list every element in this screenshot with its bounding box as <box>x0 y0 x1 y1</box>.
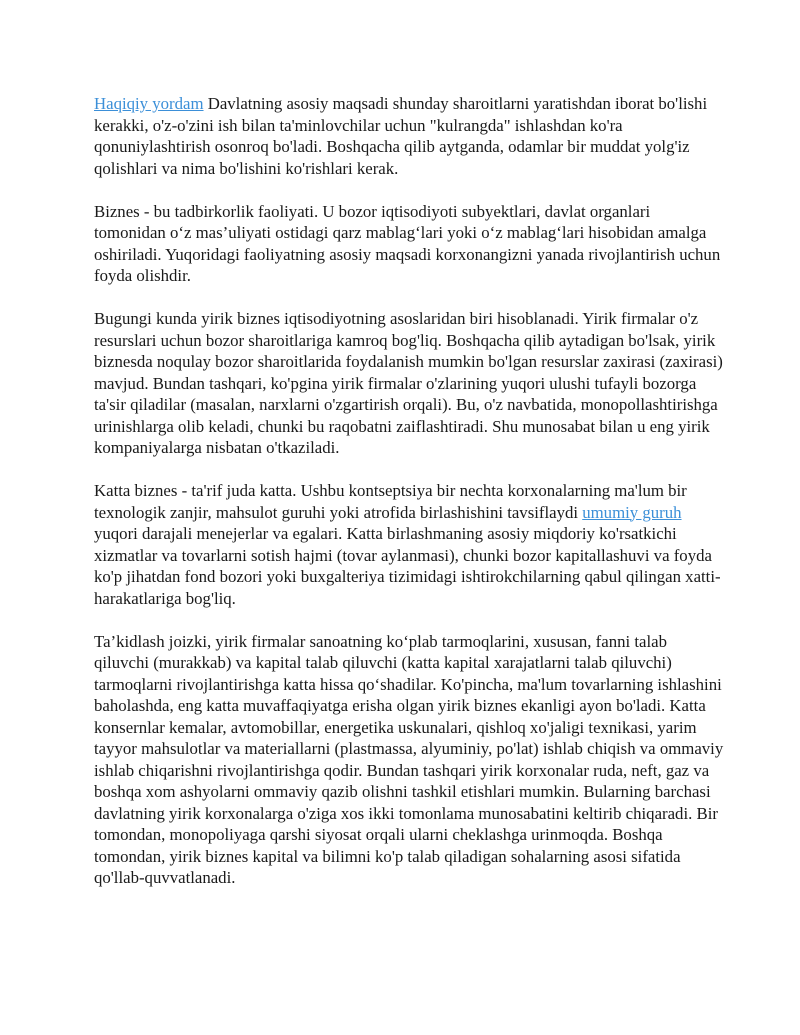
paragraph-1 <box>94 93 724 179</box>
umumiy-guruh-link[interactable]: umumiy guruh <box>582 502 682 522</box>
paragraph-4 <box>94 480 724 609</box>
document-body <box>94 93 724 910</box>
paragraph-2: Biznes - bu tadbirkorlik faoliyati. U bozor iqtisodiyoti subyektlari, davlat organlari tomonidan o‘z mas’uliyati ostidagi qarz mablag‘lari yoki o‘z mablag‘lari hisobidan amalga oshiriladi. Yuqoridagi faoliyatning asosiy maqsadi korxonangizni yanada rivojlantirish uchun foyda olishdir. <box>94 201 721 285</box>
paragraph-1-text: Davlatning asosiy maqsadi shunday sharoitlarni yaratishdan iborat bo'lishi kerakki, o'z-o'zini ish bilan ta'minlovchilar uchun "kulrangda" ishlashdan ko'ra qonuniylashtirish osonroq bo'ladi. Boshqacha qilib aytganda, odamlar bir muddat yolg'iz qolishlari va nima bo'lishini ko'rishlari kerak. <box>94 94 708 178</box>
paragraph-3: Bugungi kunda yirik biznes iqtisodiyotning asoslaridan biri hisoblanadi. Yirik firmalar o'z resurslari uchun bozor sharoitlariga kamroq bog'liq. Boshqacha qilib aytadigan bo'lsak, yirik biznesda noqulay bozor sharoitlarida foydalanish mumkin bo'lgan resurslar zaxirasi (zaxirasi) mavjud. Bundan tashqari, ko'pgina yirik firmalar o'zlarining yuqori ulushi tufayli bozorga ta'sir qiladilar (masalan, narxlarni o'zgartirish orqali). Bu, o'z navbatida, monopollashtirishga urinishlarga olib keladi, chunki bu raqobatni zaiflashtiradi. Shu munosabat bilan u eng yirik kompaniyalarga nisbatan o'tkaziladi. <box>94 309 723 457</box>
haqiqiy-yordam-link[interactable]: Haqiqiy yordam <box>94 94 204 113</box>
paragraph-4-text-after: yuqori darajali menejerlar va egalari. Katta birlashmaning asosiy miqdoriy ko'rsatkichi xizmatlar va tovarlarni sotish hajmi (tovar aylanmasi), chunki bozor kapitallashuvi va foyda ko'p jihatdan fond bozori yoki buxgalteriya tizimidagi ishtirokchilarning qabul qilingan xatti-harakatlariga bog'liq. <box>94 524 721 608</box>
paragraph-4-text-before: Katta biznes - ta'rif juda katta. Ushbu kontseptsiya bir nechta korxonalarning ma'lum bir texnologik zanjir, mahsulot guruhi yoki atrofida birlashishini tavsiflaydi <box>94 481 687 522</box>
paragraph-5: Ta’kidlash joizki, yirik firmalar sanoatning ko‘plab tarmoqlarini, xususan, fanni talab qiluvchi (murakkab) va kapital talab qiluvchi (katta kapital xarajatlarni talab qiluvchi) tarmoqlarni rivojlantirishga katta hissa qo‘shadilar. Ko'pincha, ma'lum tovarlarning ishlashini baholashda, eng katta muvaffaqiyatga erisha olgan yirik biznes ekanligi ayon bo'ladi. Katta konsernlar kemalar, avtomobillar, energetika uskunalari, qishloq xo'jaligi texnikasi, yarim tayyor mahsulotlar va materiallarni (plastmassa, alyuminiy, po'lat) ishlab chiqish va ommaviy ishlab chiqarishni rivojlantirishga qodir. Bundan tashqari yirik korxonalar ruda, neft, gaz va boshqa xom ashyolarni ommaviy qazib olishni tashkil etishlari mumkin. Bularning barchasi davlatning yirik korxonalarga o'ziga xos ikki tomonlama munosabatini keltirib chiqaradi. Bir tomondan, monopoliyaga qarshi siyosat orqali ularni cheklashga urinmoqda. Boshqa tomondan, yirik biznes kapital va bilimni ko'p talab qiladigan sohalarning asosi sifatida qo'llab-quvvatlanadi. <box>94 631 724 887</box>
